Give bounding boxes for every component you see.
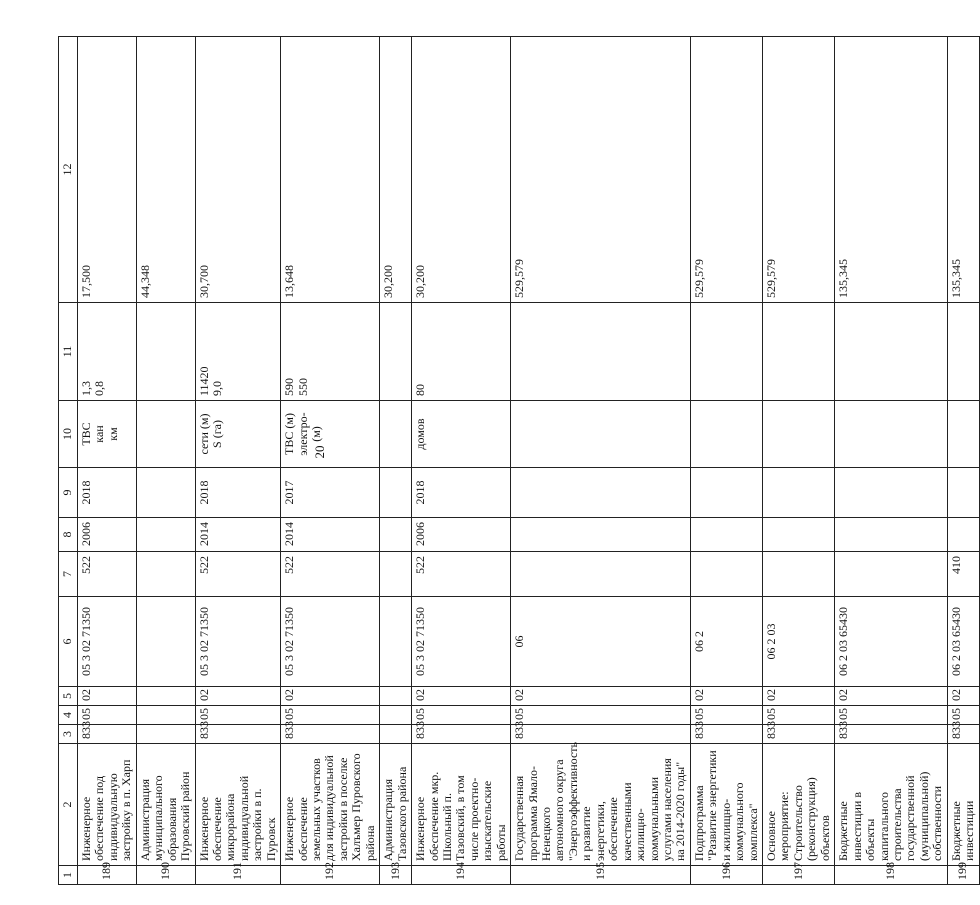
ministry-code: 833	[835, 725, 948, 744]
col-header-5: 5	[59, 687, 78, 706]
capacity-unit	[763, 401, 835, 468]
end-year: 2018	[195, 468, 281, 518]
capacity-unit: ТВС кан км	[78, 401, 137, 468]
capacity-value	[380, 303, 412, 401]
section-code: 05	[412, 706, 511, 725]
subsection-code: 02	[195, 687, 281, 706]
subsection-code: 02	[511, 687, 691, 706]
section-code: 05	[78, 706, 137, 725]
expense-type: 522	[195, 552, 281, 597]
amount: 44,348	[136, 37, 195, 303]
col-header-6: 6	[59, 597, 78, 687]
capacity-unit: ТВС (м) электро- (м)	[281, 401, 380, 468]
item-name: Администрация муниципального образования Пуровский район	[136, 744, 195, 866]
section-code: 05	[195, 706, 281, 725]
ministry-code: 833	[690, 725, 762, 744]
start-year: 2006	[412, 518, 511, 552]
item-name: Государственная программа Ямало-Ненецкого автономного округа "Энергоэффективность и развитие энергетики, обеспечение качественными жилищно-коммунальными услугами населения на 2014-2020 годы"	[511, 744, 691, 866]
item-name: Инженерное обеспечение земельных участков для индивидуальной застройки в поселке Халъмер Пуровского района	[281, 744, 380, 866]
amount: 529,579	[690, 37, 762, 303]
end-year	[763, 468, 835, 518]
capacity-value	[947, 303, 979, 401]
target-article: 06	[511, 597, 691, 687]
row-number: 193	[380, 866, 412, 885]
capacity-unit: сети (м) S (га)	[195, 401, 281, 468]
table-row	[835, 37, 948, 885]
row-number: 199	[947, 866, 979, 885]
col-header-3: 3	[59, 725, 78, 744]
expense-type	[763, 552, 835, 597]
table-row	[412, 37, 511, 885]
section-code: 05	[511, 706, 691, 725]
start-year	[136, 518, 195, 552]
col-header-8: 8	[59, 518, 78, 552]
subsection-code	[380, 687, 412, 706]
section-code: 05	[947, 706, 979, 725]
col-header-10: 10	[59, 401, 78, 468]
end-year	[690, 468, 762, 518]
col-header-12: 12	[59, 37, 78, 303]
item-name: Администрация Тазовского района	[380, 744, 412, 866]
section-code: 05	[281, 706, 380, 725]
capacity-value: 590 550	[281, 303, 380, 401]
table-row	[511, 37, 691, 885]
target-article: 06 2 03 65430	[835, 597, 948, 687]
item-name: Инженерное обеспечение микрорайона индивидуальной застройки в п. Пуровск	[195, 744, 281, 866]
item-name: Подпрограмма "Развитие энергетики и жилищно-коммунального комплекса"	[690, 744, 762, 866]
table-row	[78, 37, 137, 885]
target-article: 06 2 03	[763, 597, 835, 687]
end-year	[380, 468, 412, 518]
start-year	[947, 518, 979, 552]
subsection-code: 02	[78, 687, 137, 706]
expense-type	[136, 552, 195, 597]
capacity-value: 80	[412, 303, 511, 401]
ministry-code	[380, 725, 412, 744]
table-row	[690, 37, 762, 885]
subsection-code: 02	[281, 687, 380, 706]
target-article	[380, 597, 412, 687]
row-number: 194	[412, 866, 511, 885]
table-row	[763, 37, 835, 885]
end-year	[511, 468, 691, 518]
target-article: 05 3 02 71350	[78, 597, 137, 687]
subsection-code: 02	[763, 687, 835, 706]
table-row	[380, 37, 412, 885]
capacity-unit	[947, 401, 979, 468]
ministry-code: 833	[947, 725, 979, 744]
start-year	[511, 518, 691, 552]
table-row	[195, 37, 281, 885]
subsection-code	[136, 687, 195, 706]
ministry-code: 833	[78, 725, 137, 744]
amount: 135,345	[947, 37, 979, 303]
end-year: 2018	[412, 468, 511, 518]
amount: 30,700	[195, 37, 281, 303]
col-header-9: 9	[59, 468, 78, 518]
row-number: 198	[835, 866, 948, 885]
table-sheet	[58, 37, 977, 885]
end-year	[947, 468, 979, 518]
subsection-code: 02	[690, 687, 762, 706]
item-name: Бюджетные инвестиции	[947, 744, 979, 866]
expense-type	[380, 552, 412, 597]
target-article: 05 3 02 71350	[281, 597, 380, 687]
capacity-value	[511, 303, 691, 401]
capacity-value	[763, 303, 835, 401]
capacity-value: 11420 9,0	[195, 303, 281, 401]
ministry-code: 833	[195, 725, 281, 744]
start-year: 2006	[78, 518, 137, 552]
expense-type: 522	[78, 552, 137, 597]
ministry-code: 833	[412, 725, 511, 744]
col-header-7: 7	[59, 552, 78, 597]
capacity-value: 1,3 0,8	[78, 303, 137, 401]
amount: 30,200	[380, 37, 412, 303]
end-year: 2017	[281, 468, 380, 518]
row-number: 195	[511, 866, 691, 885]
row-number: 189	[78, 866, 137, 885]
subsection-code: 02	[412, 687, 511, 706]
end-year	[835, 468, 948, 518]
capacity-value	[690, 303, 762, 401]
amount: 529,579	[763, 37, 835, 303]
start-year	[690, 518, 762, 552]
page-number: 20	[312, 445, 327, 459]
col-header-4: 4	[59, 706, 78, 725]
section-code: 05	[835, 706, 948, 725]
end-year: 2018	[78, 468, 137, 518]
header-row	[59, 37, 78, 885]
ministry-code: 833	[281, 725, 380, 744]
start-year	[380, 518, 412, 552]
target-article	[136, 597, 195, 687]
start-year	[763, 518, 835, 552]
col-header-1: 1	[59, 866, 78, 885]
section-code: 05	[690, 706, 762, 725]
expense-type: 410	[947, 552, 979, 597]
capacity-unit: домов	[412, 401, 511, 468]
amount: 135,345	[835, 37, 948, 303]
amount: 17,500	[78, 37, 137, 303]
row-number: 197	[763, 866, 835, 885]
table-row	[136, 37, 195, 885]
col-header-2: 2	[59, 744, 78, 866]
subsection-code: 02	[835, 687, 948, 706]
amount: 529,579	[511, 37, 691, 303]
section-code: 05	[763, 706, 835, 725]
col-header-11: 11	[59, 303, 78, 401]
item-name: Инженерное обеспечение мкр. Школьный п. Тазовский, в том числе проектно-изыскательские работы	[412, 744, 511, 866]
expense-type	[835, 552, 948, 597]
capacity-unit	[835, 401, 948, 468]
section-code	[136, 706, 195, 725]
start-year	[835, 518, 948, 552]
expense-type: 522	[281, 552, 380, 597]
target-article: 06 2 03 65430	[947, 597, 979, 687]
subsection-code: 02	[947, 687, 979, 706]
target-article: 05 3 02 71350	[195, 597, 281, 687]
capacity-unit	[136, 401, 195, 468]
ministry-code	[136, 725, 195, 744]
start-year: 2014	[281, 518, 380, 552]
capacity-unit	[690, 401, 762, 468]
rotated-table-frame	[58, 37, 977, 885]
capacity-unit	[511, 401, 691, 468]
target-article: 06 2	[690, 597, 762, 687]
budget-table	[58, 36, 980, 885]
capacity-value	[835, 303, 948, 401]
item-name: Инженерное обеспечение под индивидуальную застройку в п. Харп	[78, 744, 137, 866]
item-name: Бюджетные инвестиции в объекты капитального строительства государственной (муниципальной) собственности	[835, 744, 948, 866]
row-number: 196	[690, 866, 762, 885]
row-number: 192	[281, 866, 380, 885]
capacity-unit	[380, 401, 412, 468]
row-number: 191	[195, 866, 281, 885]
start-year: 2014	[195, 518, 281, 552]
ministry-code: 833	[511, 725, 691, 744]
amount: 13,648	[281, 37, 380, 303]
expense-type	[511, 552, 691, 597]
expense-type: 522	[412, 552, 511, 597]
end-year	[136, 468, 195, 518]
expense-type	[690, 552, 762, 597]
amount: 30,200	[412, 37, 511, 303]
target-article: 05 3 02 71350	[412, 597, 511, 687]
section-code	[380, 706, 412, 725]
table-row	[281, 37, 380, 885]
item-name: Основное мероприятие: Строительство (реконструкция) объектов	[763, 744, 835, 866]
row-number: 190	[136, 866, 195, 885]
ministry-code: 833	[763, 725, 835, 744]
table-row	[947, 37, 979, 885]
capacity-value	[136, 303, 195, 401]
